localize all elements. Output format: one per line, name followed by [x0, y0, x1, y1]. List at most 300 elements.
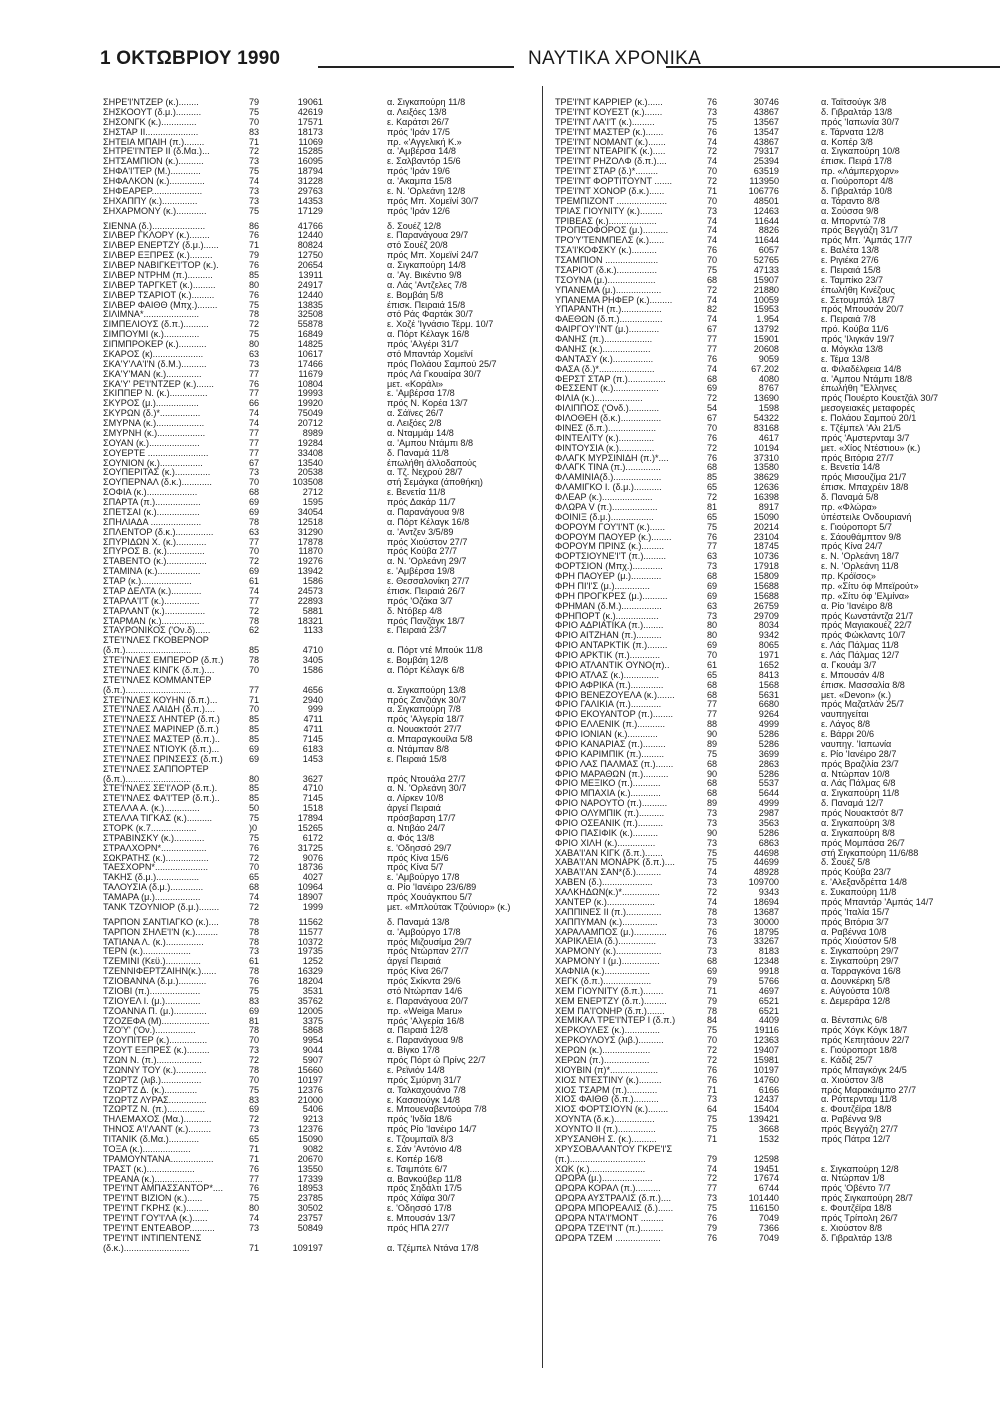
tonnage: 13911	[298, 270, 323, 280]
build-year: 74	[249, 1214, 260, 1223]
ship-entry	[555, 937, 955, 947]
tonnage: 80824	[297, 241, 323, 251]
ship-entry	[103, 715, 541, 725]
build-year: 78	[249, 517, 260, 527]
last-position: πρός 'Ιταλία 15/7	[821, 907, 890, 917]
build-year: 70	[249, 478, 260, 488]
tonnage: 13540	[297, 458, 323, 468]
ship-entry	[103, 873, 541, 883]
ship-entry	[103, 883, 541, 893]
ship-entry	[555, 1056, 955, 1066]
last-position: δ. Γιβραλτάρ 10/8	[821, 186, 893, 196]
ship-entry	[103, 1155, 541, 1165]
ship-entry	[555, 621, 955, 631]
build-year: 86	[249, 221, 260, 231]
build-year: 73	[707, 809, 718, 818]
tonnage: 10197	[753, 1065, 779, 1075]
ship-name: ΤΖΩΡΤΖ Δ. (κ.).............	[103, 1085, 198, 1095]
ship-name: ΦΟΡΟΥΜ ΠΑΟΥΕΡ (κ.)........	[555, 532, 672, 542]
tonnage: 9059	[758, 354, 779, 364]
ship-name: ΧΑΠΠΙΝΕΣ ΙΙ (π.)..............	[555, 907, 662, 917]
ship-name: ΤΑΡΠΟΝ ΣΑΝΤΙΑΓΚΟ (κ.)....	[103, 917, 219, 927]
tonnage: 19735	[297, 947, 323, 957]
build-year: 75	[249, 1194, 260, 1204]
tonnage: 18204	[297, 977, 323, 986]
build-year: 83	[249, 1095, 260, 1105]
build-year: 74	[249, 893, 260, 902]
build-year: 76	[707, 246, 718, 256]
build-year: 65	[707, 670, 718, 680]
last-position: α. Ντώρπαν 1/8	[821, 1174, 885, 1184]
build-year: 75	[249, 330, 260, 340]
build-year: 68	[707, 957, 718, 967]
ship-entry	[103, 197, 541, 207]
build-year: 84	[707, 1016, 718, 1026]
last-position: στό Ντώρπαν 14/6	[387, 986, 463, 996]
build-year: 68	[707, 759, 718, 769]
build-year: 73	[707, 947, 718, 957]
last-position: ε. Φουτζέϊρα 18/8	[821, 1105, 892, 1115]
last-position: α. Φός 13/8	[387, 833, 435, 843]
tonnage: 17571	[297, 117, 323, 127]
build-year: 80	[249, 280, 260, 290]
ship-entry	[103, 607, 541, 617]
build-year: 61	[249, 957, 260, 967]
ship-name: ΧΙΟΥΒΙΝ (π)*...................	[555, 1065, 658, 1075]
build-year: 85	[249, 735, 260, 744]
ship-name: ΦΡΙΟ ΧΙΛΗ (κ.)...............	[555, 838, 656, 848]
ship-entry	[555, 434, 955, 444]
build-year: 77	[249, 369, 260, 379]
build-year: 70	[249, 547, 260, 557]
ship-name: ΦΙΝΤΕΛΙΤΥ (κ.)..............	[555, 433, 655, 443]
ship-name: ΦΛΑΓΚ ΤΙΝΑ (π.)..............	[555, 463, 661, 473]
ship-entry	[555, 1026, 955, 1036]
build-year: 69	[249, 507, 260, 517]
ship-name: ΣΤΑΡΜΑΝ (κ.).................	[103, 616, 205, 626]
ship-entry	[103, 1115, 541, 1125]
build-year: 78	[249, 967, 260, 977]
ship-name: ΣΙΛΒΕΡ ΕΝΕΡΤΖΥ (δ.μ.)......	[103, 241, 219, 251]
tonnage: 101440	[748, 1194, 779, 1204]
ship-entry	[555, 1115, 955, 1125]
last-position: α. Σιγκαπούρη 10/8	[821, 147, 900, 157]
ship-name: ΤΑΤΙΑΝΑ Λ. (κ.)...............	[103, 937, 204, 947]
build-year: 74	[707, 226, 718, 236]
ship-entry	[555, 365, 955, 375]
ship-entry	[103, 824, 541, 834]
tonnage: 11644	[754, 216, 779, 226]
last-position: πρός Πολάου Σαμπού 25/7	[387, 359, 497, 369]
ship-entry	[555, 730, 955, 740]
ship-name: ΤΡΕ'Ι'ΝΤ ΚΟΥΕΣΤ (κ.).......	[555, 107, 663, 117]
ship-entry	[103, 251, 541, 261]
build-year: 72	[707, 1055, 718, 1065]
tonnage: 11069	[298, 137, 323, 147]
build-year: 62	[249, 626, 260, 636]
last-position: ε. Φουτζέϊρα 18/8	[821, 1204, 892, 1213]
ship-name: ΤΖΙΟΥΕΛ Ι. (μ.)..............	[103, 996, 201, 1006]
tonnage: 6172	[302, 833, 323, 843]
build-year: 74	[707, 868, 718, 878]
build-year: 76	[249, 379, 260, 389]
last-position: ε. Ν. 'Ορλεάνη 18/7	[821, 552, 900, 562]
last-position: μεσογειακές μεταφορές	[821, 404, 915, 414]
tonnage: 10059	[753, 295, 779, 305]
ship-name: ΧΑΒΑ'Ι'ΑΝ ΜΟΝΑΡΚ (δ.π.)....	[555, 858, 675, 868]
tonnage: 10197	[297, 1075, 323, 1085]
tonnage: 4711	[303, 725, 323, 735]
ship-entry	[555, 454, 955, 464]
ship-entry	[103, 834, 541, 844]
last-position: α. Τζ. Νεχρού 28/7	[387, 468, 463, 478]
last-position: στό Ράς Φαρτάκ 30/7	[387, 310, 474, 320]
ship-entry	[103, 918, 541, 928]
build-year: 68	[249, 488, 260, 498]
tonnage: 3375	[302, 1016, 323, 1026]
ship-name: ΣΙΛΒΕΡ ΕΞΠΡΕΣ (κ.).........	[103, 251, 213, 261]
ship-entry	[103, 814, 541, 824]
ship-name: ΣΙΛΒΕΡ ΝΤΡΗΜ (π.)..........	[103, 270, 213, 280]
ship-entry	[555, 967, 955, 977]
ship-name: ΦΑΝΗΣ (π.)...................	[555, 335, 653, 344]
ship-entry	[555, 147, 955, 157]
last-position: ε. Χοζέ 'Ιγνάσιο Τέρμ. 10/7	[387, 320, 494, 330]
build-year: 90	[707, 769, 718, 779]
tonnage: 79317	[753, 147, 779, 157]
build-year: 73	[707, 206, 718, 216]
tonnage: 20214	[753, 522, 779, 532]
ship-name: ΧΑΒΑ'Ι'ΑΝ ΣΑΝ*(δ.)..........	[555, 868, 662, 878]
tonnage: 13567	[753, 117, 779, 127]
ship-name: ΤΑΜΑΡΑ (μ.)..................	[103, 893, 201, 902]
ship-name: ΦΛΑΓΚ ΜΥΡΣΙΝΙΔΗ (π.)*....	[555, 453, 669, 463]
build-year: 71	[249, 1154, 260, 1164]
tonnage: 6863	[758, 838, 779, 848]
tonnage: 12363	[753, 1036, 779, 1046]
tonnage: 18907	[297, 893, 323, 902]
build-year: 69	[707, 967, 718, 976]
last-position: ε. 'Αμβέρσα 17/8	[387, 389, 455, 399]
ship-name: ΣΤΑΡ ΔΕΛΤΑ (κ.)............	[103, 586, 202, 596]
build-year: 74	[249, 586, 260, 596]
ship-entry	[103, 676, 541, 686]
tonnage: 12376	[297, 1125, 323, 1135]
build-year: 77	[707, 710, 718, 720]
tonnage: 33267	[753, 937, 779, 947]
last-position: πρός Χιούστον 27/7	[387, 537, 468, 547]
ship-entry	[555, 542, 955, 552]
ship-name: ΦΡΙΟ ΑΡΚΤΙΚ (π.)............	[555, 651, 660, 660]
ship-name: ΣΙΛΒΕΡ ΤΣΑΡΙΟΤ (κ.).........	[103, 290, 215, 300]
last-position: πρός Πάτρα 12/7	[821, 1134, 891, 1144]
tonnage: 20538	[297, 468, 323, 478]
tonnage: 18694	[753, 897, 779, 907]
build-year: 78	[707, 907, 718, 917]
ship-name: ΦΡΙΟ ΕΛΛΕΝΙΚ (π.)...........	[555, 720, 666, 730]
ship-name: ΩΡΩΡΑ (μ.)....................	[555, 1174, 653, 1184]
build-year: 70	[707, 256, 718, 265]
ship-entry	[103, 1056, 541, 1066]
last-position: μετ. «Χίος Ντέστιου» (κ.)	[821, 443, 921, 453]
build-year: 72	[707, 888, 718, 897]
tonnage: 8917	[758, 502, 779, 512]
last-position: ε. Τσιμπότε 6/7	[387, 1164, 448, 1174]
ship-name: ΣΟΥΠΕΡΝΑΛ (δ.κ.)............	[103, 478, 212, 488]
ship-entry	[555, 720, 955, 730]
ship-entry	[555, 839, 955, 849]
last-position: α. Μόγκλα 13/8	[821, 344, 883, 354]
ship-entry	[555, 987, 955, 997]
ship-name: ΩΡΩΡΑ ΤΖΕ'Ι'ΝΤ (π.).........	[555, 1223, 664, 1233]
ship-name: ΣΤΑΥΡΟΝΙΚΟΣ ('Ον.δ)......	[103, 626, 211, 636]
build-year: 80	[707, 631, 718, 641]
tonnage: 6166	[758, 1085, 779, 1095]
ship-name: ΣΗΦΕΑΡΕΡ....................	[103, 186, 203, 196]
build-year: 70	[707, 651, 718, 660]
ship-name: ΧΩΚ (κ.)......................	[555, 1164, 646, 1174]
ship-name: ΤΖΩΝ Ν. (π.)..................	[103, 1056, 202, 1065]
ship-name: ΣΟΥΝΙΟΝ (κ.).................	[103, 458, 203, 468]
ship-entry	[103, 705, 541, 715]
last-position: ε. Παρανάγουα 20/7	[387, 996, 469, 1006]
ship-name: ΦΑΝΤΑΣΥ (κ.)................	[555, 354, 654, 364]
last-position: ε. Τζουμπαϊλ 8/3	[387, 1135, 454, 1144]
last-position: α. Λειξόες 2/8	[387, 419, 442, 428]
ship-name: ΣΤΕΛΛΑ Α. (κ.)..............	[103, 804, 200, 814]
tonnage: 13942	[297, 567, 323, 577]
ship-name: ΧΙΟΣ ΤΣΑΡΜ (π.)............	[555, 1085, 658, 1095]
ship-name: ΦΡΙΟ ΑΔΡΙΑΤΙΚΑ (π.)........	[555, 621, 664, 631]
last-position: πρός Μπουσάν 20/7	[821, 305, 904, 315]
ship-name: ΦΡΗ ΠΙ'Ι'Σ (μ.)..............	[555, 581, 650, 591]
last-position: α. Ταρραγκόνα 16/8	[821, 967, 901, 976]
build-year: 72	[707, 285, 718, 295]
ship-name: ΣΤΑΜΙΝΑ (κ.).................	[103, 567, 201, 577]
last-position: πρός Μπ. Χομεϊνί 30/7	[387, 196, 479, 206]
tonnage: 19451	[753, 1164, 779, 1174]
ship-name: ΣΗΤΕΙΑ ΜΠΑΙΗ (π.)........	[103, 137, 205, 147]
last-position: ε. Βάρρι 20/6	[821, 730, 875, 739]
last-position: πρός Φώκλαντς 10/7	[821, 631, 906, 641]
last-position: πρός Μπαντάρ 'Αμπάς 14/7	[821, 897, 934, 907]
ship-entry	[103, 538, 541, 548]
last-position: πρ. Κρόϊσος»	[821, 572, 876, 581]
tonnage: 19920	[297, 399, 323, 409]
ship-name: ΤΖΟΥΤ ΕΞΠΡΕΣ (κ.).........	[103, 1046, 210, 1056]
last-position: α. Λίρκεν 10/8	[387, 794, 444, 804]
ship-name: ΧΕΜ ΠΑ'Ι'ΟΝΗΡ (δ.π.).......	[555, 1006, 665, 1016]
build-year: 65	[707, 483, 718, 493]
last-position: δ. Γιβραλτάρ 13/8	[821, 107, 893, 117]
last-position: α. Λάς Πάλμας 6/8	[821, 779, 896, 789]
tonnage: 8767	[758, 384, 779, 394]
ship-name: ΩΡΩΡΑ ΜΠΟΡΕΑΛΙΣ (δ.)......	[555, 1204, 674, 1213]
ship-entry	[103, 1204, 541, 1214]
build-year: 75	[707, 858, 718, 868]
ship-entry	[555, 671, 955, 681]
last-position: δ. Γιβραλτάρ 13/8	[821, 1233, 893, 1243]
tonnage: 63519	[753, 167, 779, 177]
last-position: έπισκ. Πειραιά 15/8	[387, 300, 466, 310]
ship-entry	[555, 355, 955, 365]
issue-date: 1 ΟΚΤΩΒΡΙΟΥ 1990	[100, 48, 281, 69]
last-position: α. 'Αμπου Ντάμπι 18/8	[821, 374, 913, 384]
build-year: 90	[707, 730, 718, 739]
tonnage: 5286	[758, 828, 779, 838]
ship-name: ΣΤΟΡΚ (κ.7..................	[103, 823, 197, 833]
tonnage: 19116	[754, 1026, 779, 1036]
ship-entry	[555, 888, 955, 898]
ship-entry	[555, 523, 955, 533]
build-year: 79	[707, 996, 718, 1006]
last-position: πρός 'Ινδία 18/6	[387, 1115, 452, 1125]
tonnage: 75049	[297, 409, 323, 419]
ship-entry	[555, 829, 955, 839]
tonnage: 21880	[753, 285, 779, 295]
build-year: 68	[707, 680, 718, 690]
last-position: ε. Ρεϊνιόν 14/8	[387, 1065, 445, 1075]
build-year: 71	[249, 695, 260, 705]
build-year: 72	[707, 1046, 718, 1055]
last-position: δ. Παναμά 13/8	[387, 917, 450, 927]
ship-name: ΣΚΑ'Υ'ΛΑ'Ι'Ν (δ.Μ.)..........	[103, 359, 207, 369]
ship-name: ΣΤΑΡ (κ.)....................	[103, 577, 192, 586]
ship-name: ΣΤΕ'Ι'ΝΛΕΣ ΣΕ'Ι'ΛΟΡ (δ.π.).	[103, 784, 218, 794]
ship-entry	[103, 656, 541, 666]
ship-entry	[103, 330, 541, 340]
last-position: πρός Βιτόρια 3/7	[821, 917, 889, 927]
build-year: 75	[249, 167, 260, 177]
build-year: 70	[707, 196, 718, 206]
last-position: πρός 'Ιράν 12/6	[387, 206, 450, 216]
last-position: στή Σιγκαπούρη 11/6/88	[821, 848, 919, 858]
ship-name: ΩΡΩΡΑ ΤΖΕΜ ..................	[555, 1233, 661, 1243]
last-position: πρός 'Αλγέρι 31/7	[387, 340, 459, 349]
ship-name: ΤΗΛΕΜΑΧΟΣ (Μα.)...........	[103, 1115, 212, 1125]
publication-title: ΝΑΥΤΙΚΑ ΧΡΟΝΙΚΑ	[528, 48, 702, 69]
tonnage: 5766	[758, 976, 779, 986]
build-year: 50	[249, 804, 260, 814]
build-year: 75	[707, 265, 718, 275]
tonnage: 16398	[753, 493, 779, 502]
ship-entry	[103, 957, 541, 967]
ship-entry	[103, 1036, 541, 1046]
ship-entry	[103, 686, 541, 696]
ship-name: ΧΕΡΚΟΥΛΟΥΣ (λιβ.)..........	[555, 1036, 664, 1046]
last-position: πρός 'Οβέντο 7/7	[821, 1184, 891, 1194]
build-year: 65	[249, 1135, 260, 1144]
ship-entry	[555, 414, 955, 424]
ship-entry	[103, 1175, 541, 1185]
tonnage: 7145	[302, 794, 323, 804]
tonnage: 1598	[758, 404, 779, 414]
ship-entry	[103, 177, 541, 187]
build-year: 72	[707, 1174, 718, 1184]
last-position: α. Μπορντώ 7/8	[821, 216, 886, 226]
ship-entry	[103, 646, 541, 656]
ship-name: ΤΡΕ'Ι'ΝΤ ΜΑΣΤΕΡ (κ.).......	[555, 127, 664, 137]
last-position: ε. Ριγιέκα 27/6	[821, 256, 879, 265]
last-position: πρός Δακάρ 11/7	[387, 498, 456, 507]
build-year: 69	[249, 1105, 260, 1115]
tonnage: 2712	[302, 488, 323, 498]
ship-entry	[103, 745, 541, 755]
tonnage: 14825	[297, 340, 323, 349]
tonnage: 15090	[753, 512, 779, 522]
last-position: ε. Βενετία 14/8	[821, 463, 880, 473]
build-year: 75	[249, 814, 260, 823]
build-year: 70	[249, 1036, 260, 1046]
last-position: ε. Κοπέρ 16/8	[387, 1154, 443, 1164]
build-year: 69	[249, 498, 260, 507]
ship-name: ΤΡΕ'Ι'ΝΤ ΝΤΕΑΡΙΓΚ (κ.).....	[555, 147, 666, 157]
last-position: ναυπηγ. 'Ιαπωνία	[821, 739, 892, 749]
tonnage: 31228	[297, 177, 323, 186]
ship-name: ΣΤΕ'Ι'ΝΛΕΣ ΚΟΥΗΝ (δ.π.)...	[103, 695, 218, 705]
ship-entry	[103, 468, 541, 478]
build-year: 79	[707, 1223, 718, 1233]
tonnage: 15907	[753, 275, 779, 285]
ship-name: ΤΗΝΟΣ Α'Ι'ΛΑΝΤ (κ.).........	[103, 1125, 211, 1135]
build-year: 77	[707, 542, 718, 552]
ship-name: ΧΑΠΠΥΜΑΝ (κ.)..............	[555, 917, 658, 927]
last-position: ε. Γιούροπορτ 18/8	[821, 1046, 897, 1055]
ship-entry	[103, 794, 541, 804]
tonnage: 23104	[753, 532, 779, 542]
ship-name: ΤΡΕ'Ι'ΝΤ ΛΑ'Ι'Τ (κ.).........	[555, 117, 655, 127]
ship-name: ΦΙΛΟΘΕΗ (δ.κ.)................	[555, 414, 662, 423]
ship-entry	[555, 1046, 955, 1056]
build-year: 78	[249, 1026, 260, 1036]
ship-entry	[103, 844, 541, 854]
build-year: 72	[249, 1056, 260, 1065]
tonnage: 23785	[297, 1194, 323, 1204]
last-position: ε. Βομβάη 5/8	[387, 290, 444, 300]
build-year: 80	[249, 1204, 260, 1214]
build-year: 71	[249, 1243, 260, 1253]
ship-entry	[103, 419, 541, 429]
build-year: 73	[249, 1125, 260, 1135]
ship-entry	[103, 1046, 541, 1056]
ship-entry	[555, 799, 955, 809]
tonnage: 3699	[758, 749, 779, 759]
tonnage: 109197	[292, 1243, 323, 1253]
last-position: α. Πόρτ Κέλαγκ 16/8	[387, 330, 470, 340]
ship-name: ΤΑΡΠΟΝ ΣΗΛΕ'Ι'Ν (κ.).........	[103, 927, 219, 937]
build-year: 71	[707, 186, 718, 196]
ship-name: ΧΑΝΤΕΡ (κ.)...................	[555, 897, 655, 907]
ship-entry	[103, 291, 541, 301]
tonnage: 5907	[302, 1056, 323, 1065]
build-year: 77	[249, 438, 260, 448]
ship-name: ΧΑΡΙΚΛΕΙΑ (δ.)...............	[555, 937, 657, 947]
build-year: 74	[707, 236, 718, 246]
tonnage: 4999	[758, 720, 779, 730]
ship-entry	[103, 1214, 541, 1224]
last-position: έπισκ. Πειρά 17/8	[821, 157, 892, 167]
ship-list-right-column	[555, 98, 955, 1244]
tonnage: 24573	[297, 586, 323, 596]
ship-name: ΦΛΑΜΙΓΚΟ Ι. (δ.μ.)...........	[555, 483, 662, 493]
ship-entry	[103, 118, 541, 128]
ship-name: ΣΠΕΤΣΑΙ (κ.).................	[103, 507, 200, 517]
build-year: 83	[249, 996, 260, 1006]
ship-entry	[103, 241, 541, 251]
last-position: ε. Ταμπίκο 23/7	[821, 275, 884, 285]
ship-name: ΦΑΝΗΣ (κ.)...................	[555, 344, 651, 354]
tonnage: 9213	[302, 1115, 323, 1125]
